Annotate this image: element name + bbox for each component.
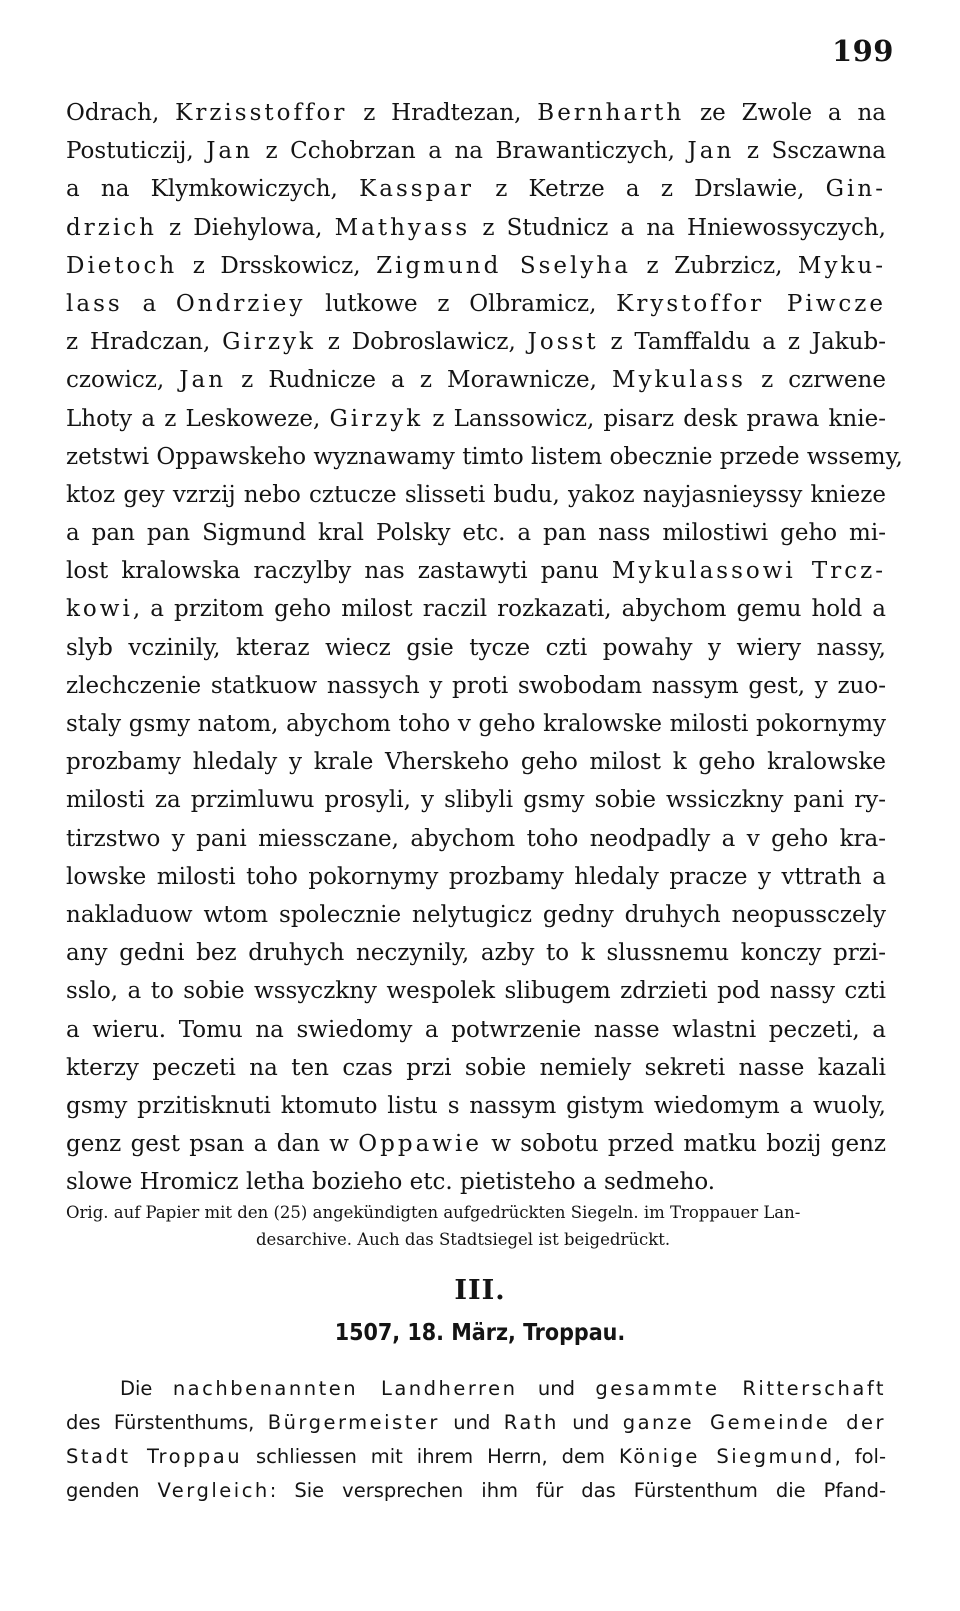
text-run: gsmy przitisknuti ktomuto listu s nassym gistym wiedomym a wuoly,	[66, 1092, 886, 1119]
text-run: any gedni bez druhych neczynily, azby to k slussnemu konczy przi-	[66, 940, 886, 967]
archival-note	[66, 1199, 886, 1253]
summary-line	[66, 1474, 886, 1508]
spaced-name: Könige Siegmund	[618, 1445, 835, 1468]
spaced-name: Bernharth	[537, 100, 685, 126]
text-run: zetstwi Oppawskeho wyznawamy timto listem obecznie przede wssemy,	[66, 443, 903, 470]
charter-line	[66, 896, 886, 934]
charter-line	[66, 285, 886, 323]
text-run: kterzy peczeti na ten czas przi sobie nemiely sekreti nasse kazali	[66, 1054, 886, 1081]
text-run: a na Klymkowiczych,	[66, 176, 360, 203]
charter-line	[66, 667, 886, 705]
charter-line	[66, 209, 886, 247]
text-run: und	[558, 1411, 623, 1434]
charter-line	[66, 781, 886, 819]
text-run: schliessen mit ihrem Herrn, dem	[242, 1445, 619, 1468]
text-run: z Hradtezan,	[347, 100, 538, 126]
spaced-name: Ondrziey	[175, 290, 306, 317]
text-run: zlechczenie statkuow nassych y proti swobodam nassym gest, y zuo-	[66, 672, 886, 699]
text-run: lost kralowska raczylby nas zastawyti panu	[66, 558, 612, 585]
text-run: z Cchobrzan a na Brawanticzych,	[252, 138, 688, 165]
text-run: sslo, a to sobie wssyczkny wespolek slibugem zdrzieti pod nassy czti	[66, 978, 886, 1005]
text-run: tirzstwo y pani miessczane, abychom toho neodpadly a v geho kra-	[66, 825, 886, 852]
text-run: z Rudnicze a z Morawnicze,	[226, 367, 613, 394]
spaced-name: lass	[66, 290, 123, 317]
note-line: Orig. auf Papier mit den (25) angekündigten aufgedrückten Siegeln. im Troppauer Lan-	[66, 1203, 801, 1222]
text-run: und	[517, 1377, 596, 1400]
section-number: III.	[454, 1275, 506, 1306]
charter-line	[66, 972, 886, 1010]
spaced-name: Stadt Troppau	[66, 1445, 243, 1468]
spaced-name: Vergleich	[157, 1479, 270, 1502]
section-date: 1507, 18. März, Troppau.	[334, 1320, 626, 1346]
text-run: z Diehylowa,	[156, 214, 335, 241]
text-run: und	[439, 1411, 504, 1434]
charter-line	[66, 1049, 886, 1087]
text-run: z Studnicz a na Hniewossyczych,	[470, 214, 886, 241]
charter-line	[66, 476, 886, 514]
charter-line	[66, 820, 886, 858]
spaced-name: Jan	[687, 138, 735, 165]
summary-line	[66, 1440, 886, 1474]
spaced-name: Girzyk	[222, 329, 316, 356]
text-run: w sobotu przed matku bozij genz	[481, 1131, 886, 1158]
spaced-name: Gin-	[825, 176, 886, 203]
text-run: Lhoty a z Leskoweze,	[66, 405, 330, 432]
text-run: , fol-	[834, 1445, 887, 1468]
charter-line	[66, 514, 886, 552]
text-run: ze Zwole a na	[684, 100, 886, 126]
text-run: a pan pan Sigmund kral Polsky etc. a pan nass milostiwi geho mi-	[66, 520, 886, 547]
charter-line	[66, 438, 903, 476]
text-run: prozbamy hledaly y krale Vherskeho geho milost k geho kralowske	[66, 749, 886, 776]
text-run: slyb vczinily, kteraz wiecz gsie tycze czti powahy y wiery nassy,	[66, 634, 886, 661]
text-run: Postuticzij,	[66, 138, 207, 165]
text-run: lowske milosti toho pokornymy prozbamy hledaly pracze y vttrath a	[66, 863, 886, 890]
spaced-name: Mathyass	[334, 214, 471, 241]
charter-line	[66, 400, 886, 438]
text-run: milosti za przimluwu prosyli, y slibyli gsmy sobie wssiczkny pani ry-	[66, 787, 886, 814]
spaced-name: nachbenannten Landherren	[172, 1377, 518, 1400]
spaced-name: Jan	[179, 367, 227, 394]
text-run: z Hradczan,	[66, 329, 223, 356]
text-run: Odrach,	[66, 100, 176, 126]
spaced-name: Mykulassowi Trcz-	[611, 558, 886, 585]
text-run: a	[122, 290, 176, 317]
text-run: z czrwene	[745, 367, 886, 394]
spaced-name: Oppawie	[358, 1131, 482, 1158]
text-run: : Sie versprechen ihm für das Fürstenthum die Pfand-	[269, 1479, 887, 1502]
charter-text	[66, 94, 903, 1201]
document-summary	[66, 1372, 886, 1508]
page-number: 199	[831, 34, 894, 68]
charter-line	[66, 552, 886, 590]
text-run: z Ketrze a z Drslawie,	[474, 176, 826, 203]
charter-line	[66, 590, 886, 628]
text-run: des Fürstenthums,	[66, 1411, 268, 1434]
charter-line	[66, 934, 886, 972]
spaced-name: ganze Gemeinde der	[622, 1411, 886, 1434]
charter-line	[66, 858, 886, 896]
note-line: desarchive. Auch das Stadtsiegel ist beigedrückt.	[256, 1230, 671, 1249]
spaced-name: Myku-	[797, 252, 886, 279]
text-run: genden	[66, 1479, 158, 1502]
text-run: staly gsmy natom, abychom toho v geho kralowske milosti pokornymy	[66, 711, 886, 737]
text-run: genz gest psan a dan w	[66, 1131, 359, 1158]
text-run: z Zubrzicz,	[630, 252, 798, 279]
spaced-name: Krzisstoffor	[175, 100, 348, 126]
text-run: z Ssczawna	[734, 138, 886, 165]
spaced-name: Dietoch	[66, 252, 178, 279]
text-run: slowe Hromicz letha bozieho etc. pietisteho a sedmeho.	[66, 1169, 716, 1196]
spaced-name: Rath	[503, 1411, 559, 1434]
text-run: ktoz gey vzrzij nebo cztucze slisseti budu, yakoz nayjasnieyssy knieze	[66, 481, 886, 508]
text-run: czowicz,	[66, 367, 180, 394]
summary-line	[66, 1372, 886, 1406]
text-run: lutkowe z Olbramicz,	[305, 290, 617, 317]
charter-line	[66, 247, 886, 285]
text-run: z Dobroslawicz,	[315, 329, 528, 356]
spaced-name: Josst	[527, 329, 599, 356]
text-run: Die	[120, 1377, 173, 1400]
charter-line	[66, 361, 886, 399]
text-run: , a przitom geho milost raczil rozkazati, abychom gemu hold a	[132, 596, 886, 623]
charter-line	[66, 1163, 886, 1201]
spaced-name: gesammte Ritterschaft	[595, 1377, 886, 1400]
spaced-name: Girzyk	[329, 405, 424, 432]
spaced-name: Zigmund Sselyha	[376, 252, 631, 279]
charter-line	[66, 1011, 886, 1049]
charter-line	[66, 743, 886, 781]
spaced-name: kowi	[66, 596, 133, 623]
charter-line	[66, 323, 886, 361]
text-run: nakladuow wtom spolecznie nelytugicz gedny druhych neopussczely	[66, 901, 886, 928]
spaced-name: drzich	[66, 214, 157, 241]
text-run: z Drsskowicz,	[177, 252, 377, 279]
spaced-name: Mykulass	[612, 367, 746, 394]
spaced-name: Kasspar	[359, 176, 474, 203]
spaced-name: Krystoffor Piwcze	[616, 290, 886, 317]
charter-line	[66, 629, 886, 667]
summary-line	[66, 1406, 886, 1440]
charter-line	[66, 132, 886, 170]
charter-line	[66, 1087, 886, 1125]
text-run: z Tamffaldu a z Jakub-	[598, 329, 886, 356]
spaced-name: Jan	[206, 138, 253, 165]
charter-line	[66, 705, 886, 743]
charter-line	[66, 1125, 886, 1163]
charter-line	[66, 94, 886, 132]
text-run: z Lanssowicz, pisarz desk prawa knie-	[423, 405, 886, 432]
charter-line	[66, 170, 886, 208]
spaced-name: Bürgermeister	[267, 1411, 440, 1434]
text-run: a wieru. Tomu na swiedomy a potwrzenie nasse wlastni peczeti, a	[66, 1016, 886, 1043]
